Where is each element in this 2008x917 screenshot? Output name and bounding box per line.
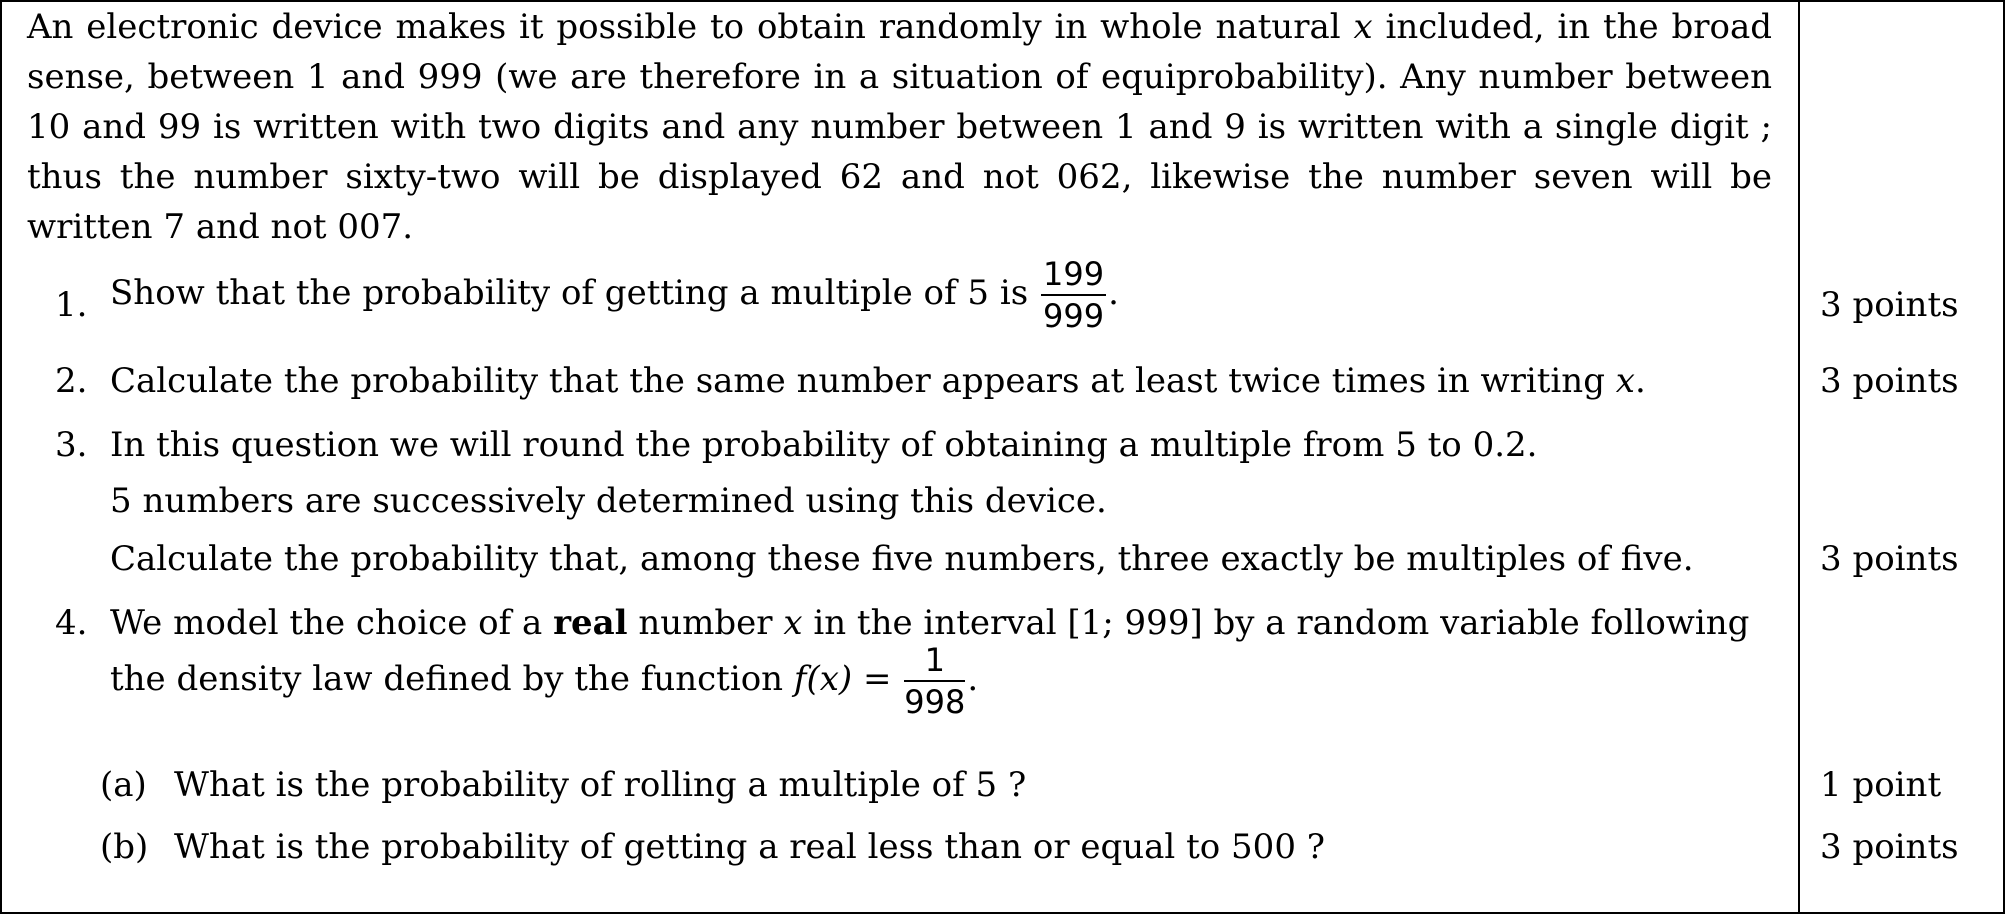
intro-paragraph xyxy=(27,2,1772,252)
question-4-fraction xyxy=(904,642,965,720)
subquestion-a-points: 1 point xyxy=(1820,765,1942,805)
subquestion-b-text: What is the probability of getting a real less than or equal to 500 ? xyxy=(174,827,1325,867)
points-column-divider xyxy=(1798,0,1800,914)
question-1-fraction-numerator: 199 xyxy=(1041,256,1106,296)
question-4-variable-x: x xyxy=(783,603,803,643)
question-3-line-1: In this question we will round the probability of obtaining a multiple from 5 to 0.2. xyxy=(110,425,1538,465)
intro-text-1: An electronic device makes it possible to obtain randomly in whole natural xyxy=(27,7,1354,47)
question-1-suffix: . xyxy=(1108,273,1119,313)
question-3-line-3: Calculate the probability that, among these five numbers, three exactly be multiples of five. xyxy=(110,539,1694,579)
question-1-fraction xyxy=(1041,256,1106,334)
question-4-bold-real: real xyxy=(553,603,628,643)
question-4-text-c: in the interval [1; 999] by a random variable following xyxy=(802,603,1750,643)
question-3-line-2: 5 numbers are successively determined using this device. xyxy=(110,481,1107,521)
question-1-points: 3 points xyxy=(1820,285,1959,325)
question-4-text-b: number xyxy=(627,603,784,643)
question-1-number: 1. xyxy=(55,285,88,325)
question-4-line-2 xyxy=(110,642,978,720)
question-1-fraction-denominator: 999 xyxy=(1043,297,1105,335)
question-2-suffix: . xyxy=(1634,361,1646,401)
question-1-text: Show that the probability of getting a multiple of 5 is xyxy=(110,273,1039,313)
question-2-points: 3 points xyxy=(1820,361,1959,401)
intro-text-2: included, in the broad sense, between 1 and 999 (we are therefore in a situation of equiprobability). Any number between 10 and 99 is written with two digits and any number between 1 and 9 is written with a single digit ; thus the number sixty-two will be displayed 62 and not 062, likewise the number seven will be written 7 and not 007. xyxy=(27,7,1773,247)
question-2-text: Calculate the probability that the same number appears at least twice times in writing xyxy=(110,361,1616,401)
question-2-number: 2. xyxy=(55,361,88,401)
intro-variable-x: x xyxy=(1353,7,1373,47)
question-2-variable-x: x xyxy=(1615,361,1635,401)
question-4-line-2-text: the density law defined by the function xyxy=(110,659,794,699)
question-4-suffix: . xyxy=(967,659,979,699)
question-3-number: 3. xyxy=(55,425,88,465)
subquestion-b-points: 3 points xyxy=(1820,827,1959,867)
subquestion-a-text: What is the probability of rolling a multiple of 5 ? xyxy=(174,765,1027,805)
question-2 xyxy=(110,356,1646,406)
question-1 xyxy=(110,256,1119,334)
question-4-function: f(x) = xyxy=(793,659,903,699)
subquestion-a-label: (a) xyxy=(100,765,147,805)
subquestion-b-label: (b) xyxy=(100,827,149,867)
question-4-text-a: We model the choice of a xyxy=(110,603,554,643)
question-4-fraction-numerator: 1 xyxy=(904,642,965,682)
question-3-points: 3 points xyxy=(1820,539,1959,579)
question-4-fraction-denominator: 998 xyxy=(904,683,966,721)
question-4-number: 4. xyxy=(55,603,88,643)
